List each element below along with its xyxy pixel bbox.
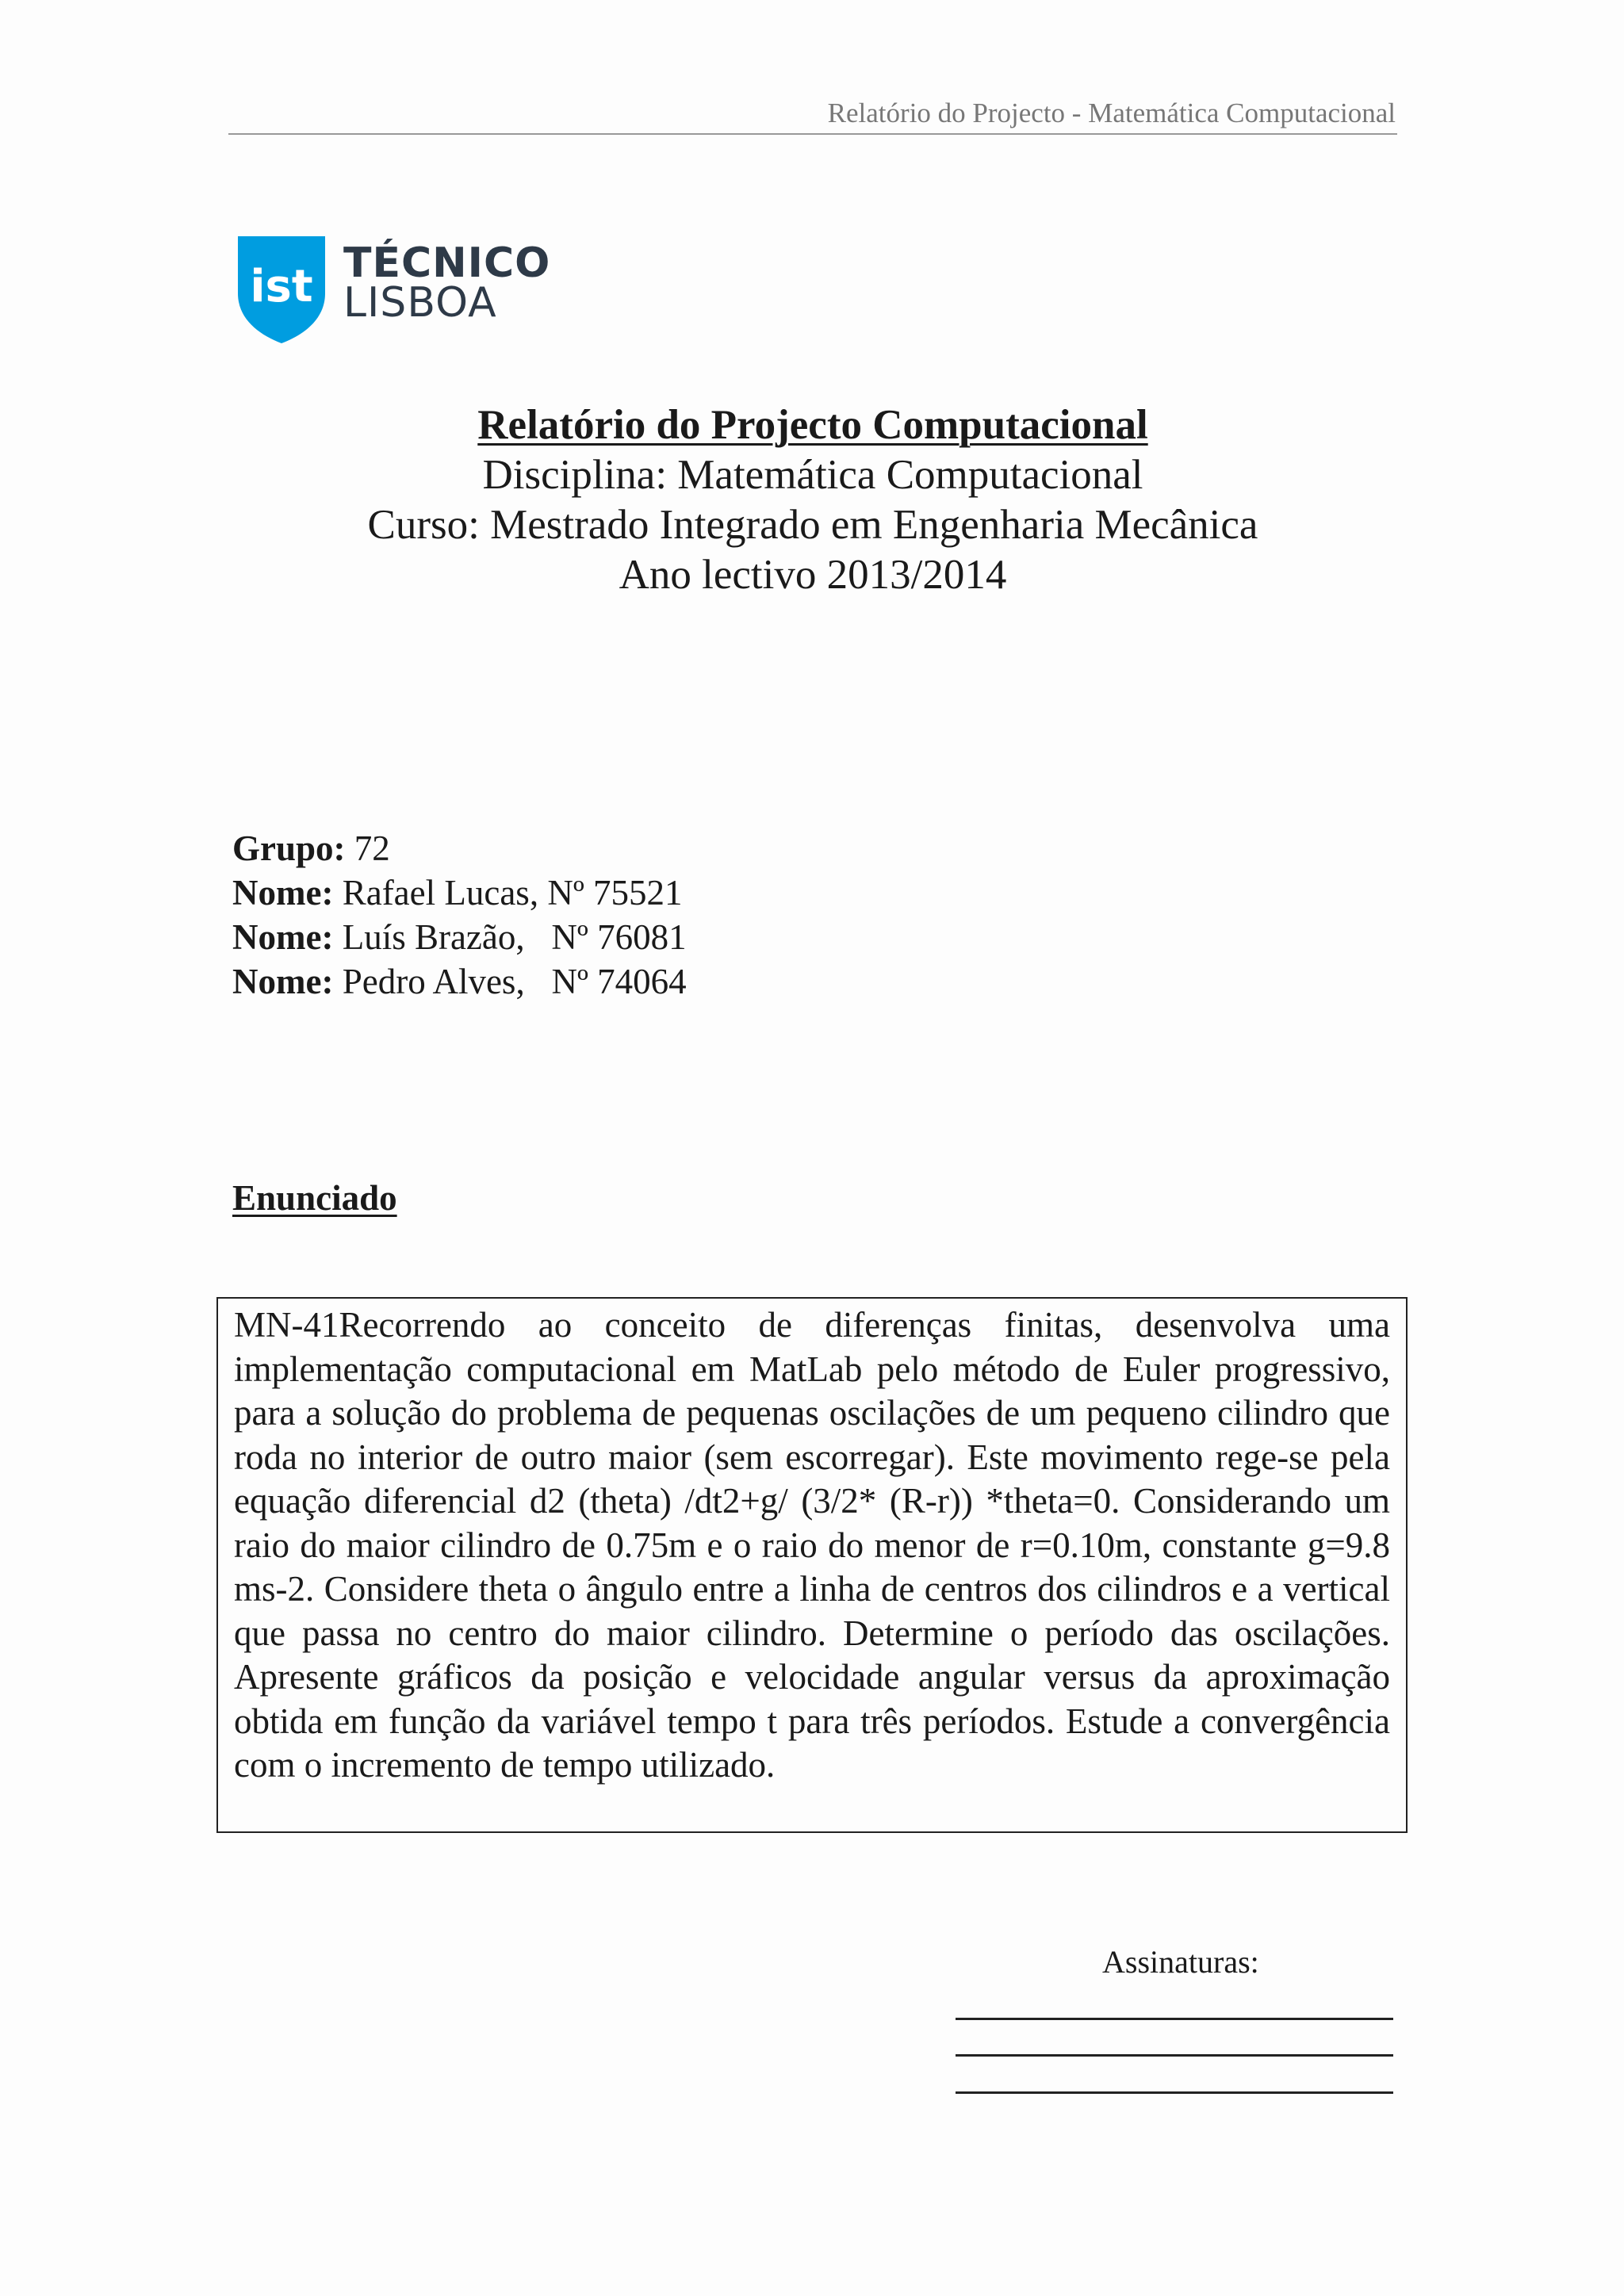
logo-text-lisboa: LISBOA [343, 279, 497, 327]
member-label: Nome: [232, 917, 334, 957]
running-header: Relatório do Projecto - Matemática Computacional [827, 98, 1396, 128]
discipline-line: Disciplina: Matemática Computacional [482, 452, 1143, 498]
member-line [232, 959, 687, 1004]
member-label: Nome: [232, 962, 334, 1001]
member-value: Pedro Alves, Nº 74064 [333, 962, 687, 1001]
signature-line [956, 2091, 1393, 2094]
title-block [228, 400, 1397, 600]
logo-text-tecnico: TÉCNICO [343, 239, 551, 287]
shield-logo-icon [238, 236, 325, 343]
group-line [232, 826, 687, 871]
member-label: Nome: [232, 873, 334, 913]
signatures-label: Assinaturas: [1102, 1944, 1259, 1980]
header-divider [228, 133, 1397, 135]
course-line: Curso: Mestrado Integrado em Engenharia Mecânica [367, 502, 1258, 548]
signature-line [956, 2018, 1393, 2020]
signature-line [956, 2054, 1393, 2057]
statement-text: MN-41Recorrendo ao conceito de diferenças finitas, desenvolva uma implementação computacional em MatLab pelo método de Euler progressivo, para a solução do problema de pequenas oscilações de um pequeno cilindro que roda no interior de outro maior (sem escorregar). Este movimento rege-se pela equação diferencial d2 (theta) /dt2+g/ (3/2* (R-r)) *theta=0. Considerando um raio do maior cilindro de 0.75m e o raio do menor de r=0.10m, constante g=9.8 ms-2. Considere theta o ângulo entre a linha de centros dos cilindros e a vertical que passa no centro do maior cilindro. Determine o período das oscilações. Apresente gráficos da posição e velocidade angular versus da aproximação obtida em função da variável tempo t para três períodos. Estude a convergência com o incremento de tempo utilizado. [234, 1305, 1390, 1785]
academic-year-line: Ano lectivo 2013/2014 [619, 552, 1007, 598]
report-title: Relatório do Projecto Computacional [477, 402, 1148, 448]
member-value: Rafael Lucas, Nº 75521 [333, 873, 683, 913]
group-label: Grupo: [232, 828, 346, 868]
member-line [232, 915, 687, 959]
group-value: 72 [345, 828, 390, 868]
group-info [232, 826, 687, 1004]
statement-heading: Enunciado [232, 1178, 397, 1218]
shield-monogram: ist [250, 261, 313, 312]
member-line [232, 871, 687, 915]
member-value: Luís Brazão, Nº 76081 [333, 917, 687, 957]
statement-box [216, 1297, 1408, 1833]
